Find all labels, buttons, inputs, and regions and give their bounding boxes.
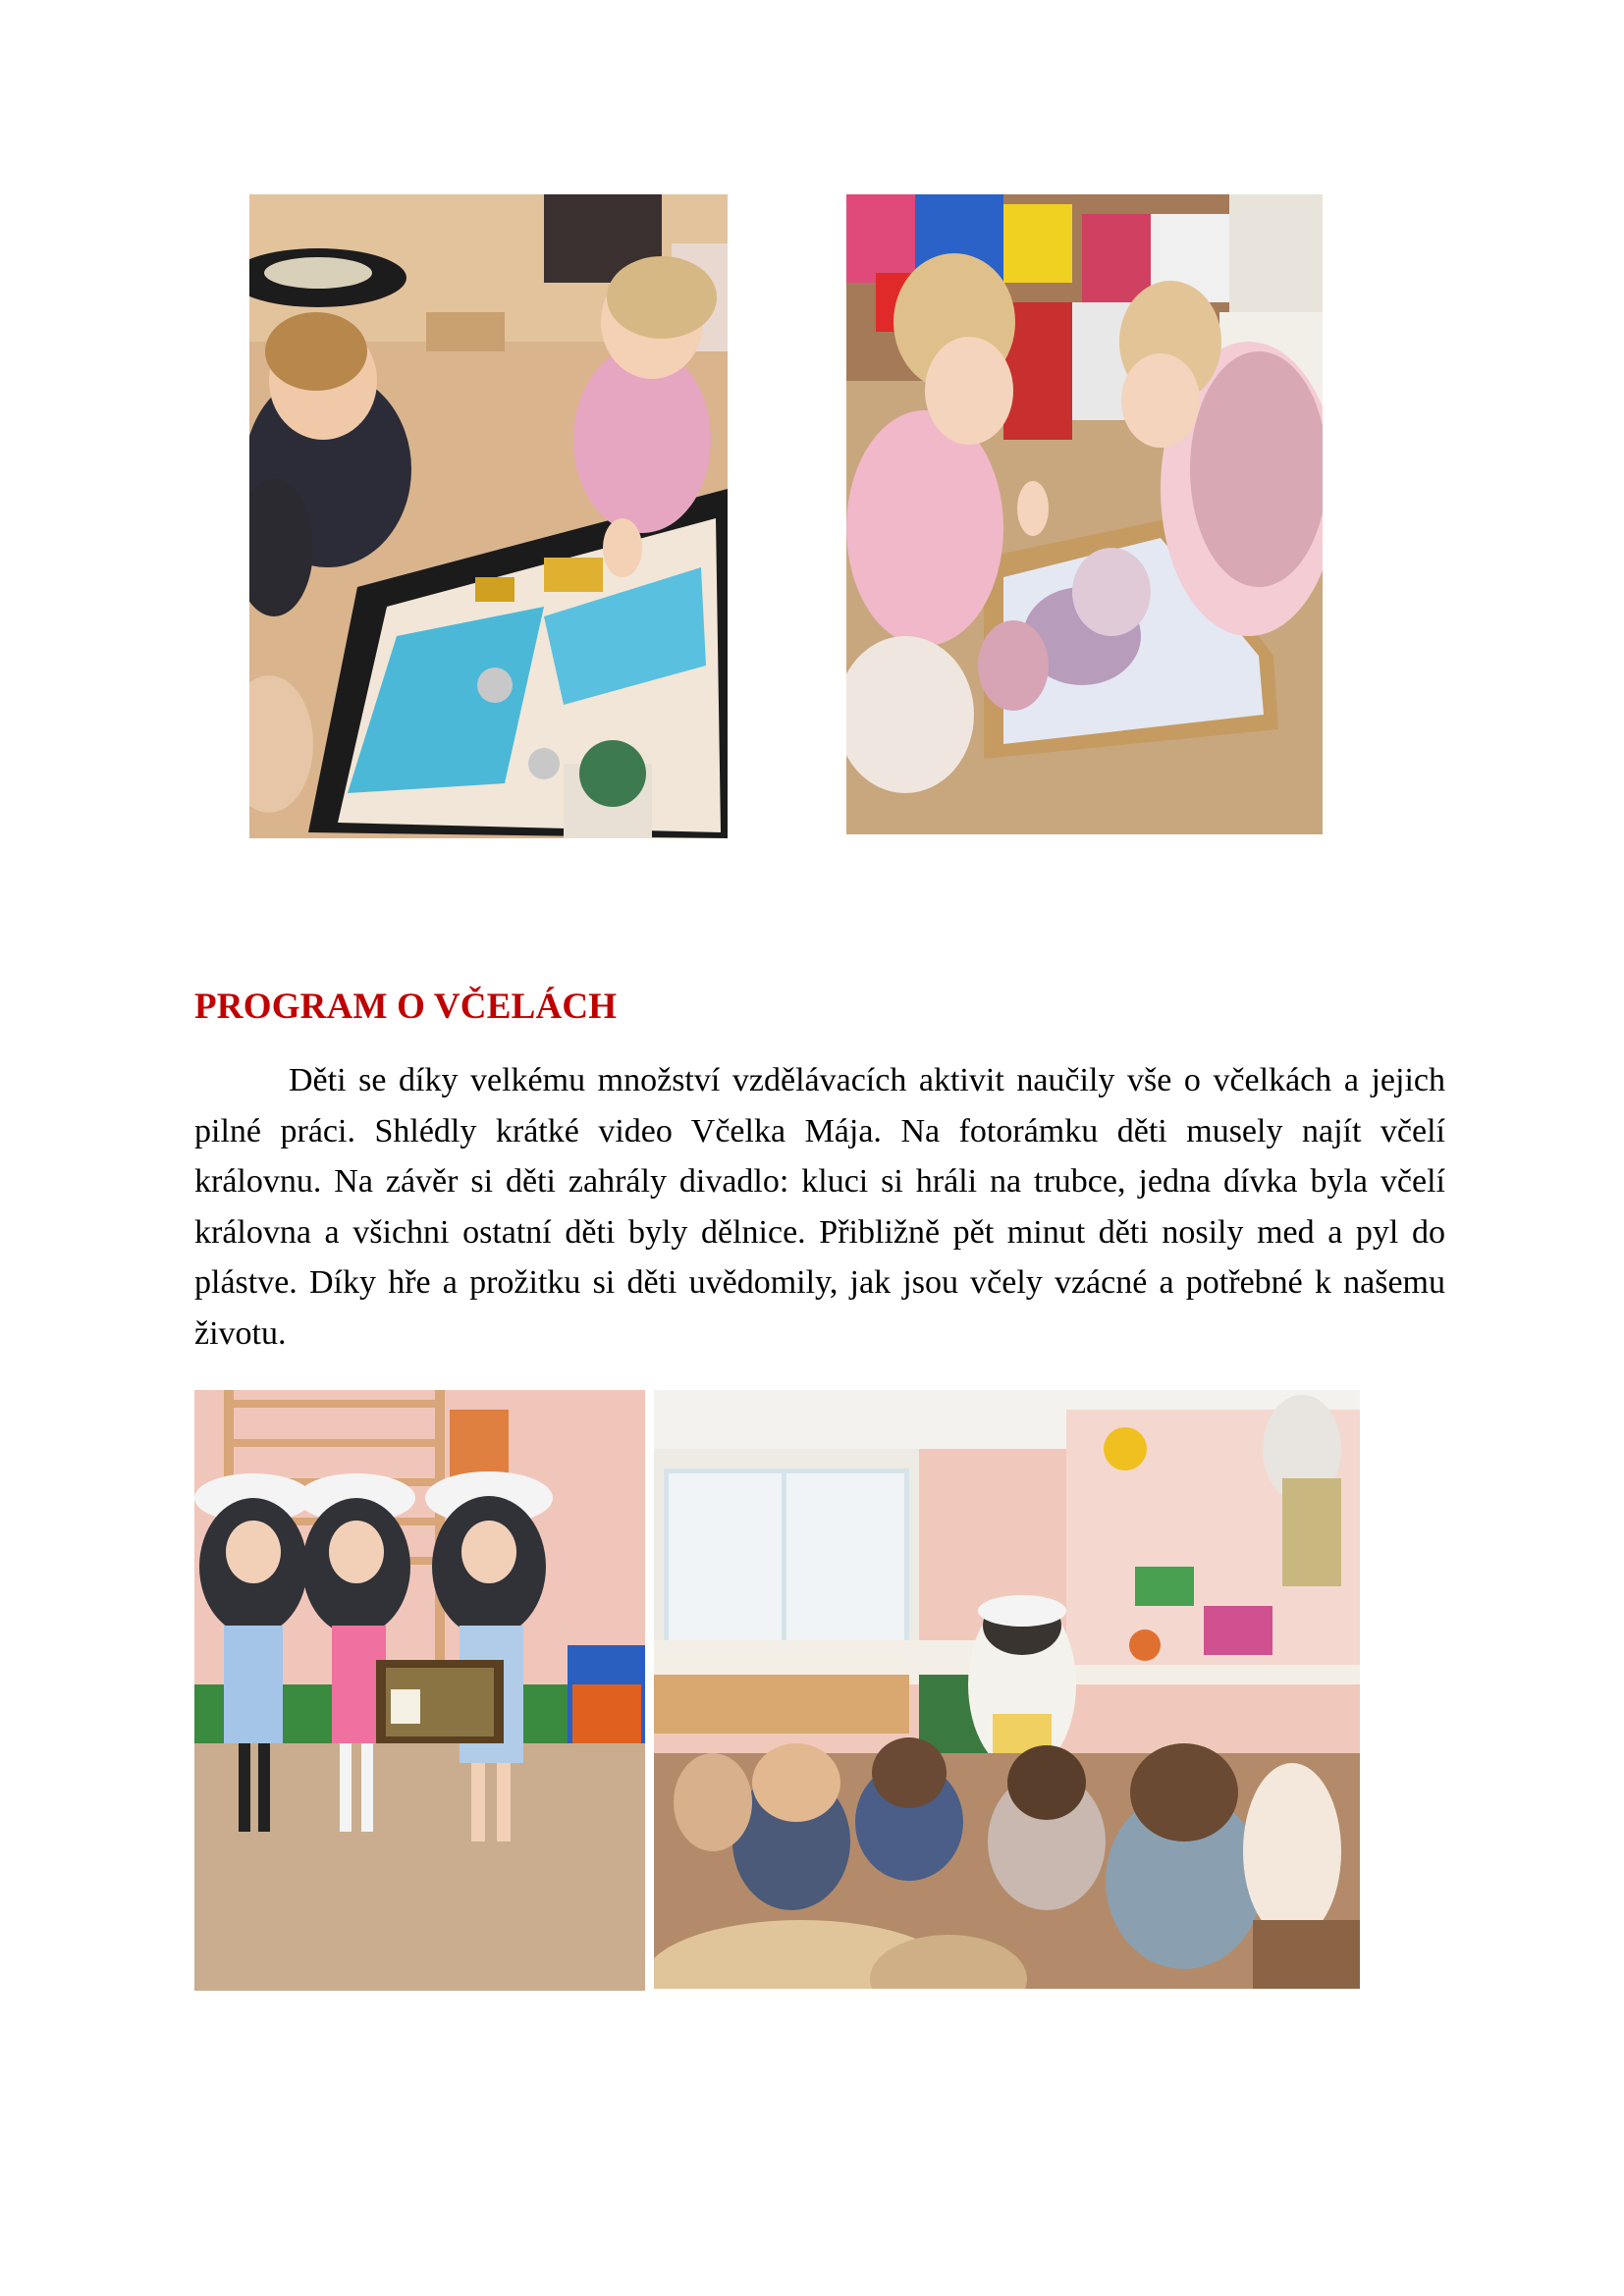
section-paragraph: Děti se díky velkému množství vzdělávacích aktivit naučily vše o včelkách a jejich pilné práci. Shlédly krátké video Včelka Mája. Na fotorámku děti musely najít včelí královnu. Na závěr si děti zahrály divadlo: kluci si hráli na trubce, jedna dívka byla včelí královna a všichni ostatní děti byly dělnice. Přibližně pět minut děti nosily med a pyl do plástve. Díky hře a prožitku si děti uvědomily, jak jsou včely vzácné a potřebné k našemu životu. bbox=[194, 1062, 1445, 1352]
photo-girls-light-table bbox=[846, 194, 1323, 834]
photo-beekeeper-class bbox=[654, 1390, 1360, 1989]
photo-children-sand-play bbox=[249, 194, 728, 838]
section-heading: PROGRAM O VČELÁCH bbox=[194, 987, 618, 1027]
photo-girls-beekeeper-hats bbox=[194, 1390, 645, 1991]
